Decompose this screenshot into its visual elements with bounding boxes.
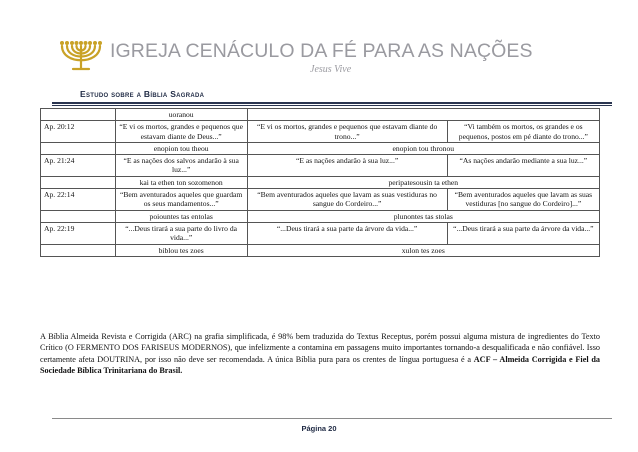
empty-ref-cell (41, 210, 116, 222)
greek-original-cell: uoranou (115, 109, 247, 121)
greek-original-cell: poiountes tas entolas (115, 210, 247, 222)
verse-reference: Ap. 21:24 (41, 155, 116, 177)
version-text-2: “E as nações andarão à sua luz...” (247, 155, 447, 177)
verse-row (41, 222, 600, 244)
version-text-3: “Vi também os mortos, os grandes e os pequenos, postos em pé diante do trono...” (447, 121, 599, 143)
version-text-3: “Bem aventurados aqueles que lavam as suas vestiduras [no sangue do Cordeiro]...” (447, 189, 599, 211)
verse-row (41, 121, 600, 143)
section-divider-thin (52, 105, 612, 106)
body-paragraph (40, 331, 600, 376)
empty-ref-cell (41, 244, 116, 256)
greek-original-cell: enopion tou theou (115, 142, 247, 154)
verse-reference: Ap. 20:12 (41, 121, 116, 143)
section-divider (52, 102, 612, 104)
greek-original-cell: kai ta ethen ton sozomenon (115, 176, 247, 188)
verse-reference: Ap. 22:19 (41, 222, 116, 244)
empty-ref-cell (41, 142, 116, 154)
footer-divider (52, 418, 612, 419)
page-number: Página 20 (301, 424, 337, 433)
verse-row (41, 155, 600, 177)
greek-row (41, 176, 600, 188)
tagline: Jesus Vive (310, 64, 352, 75)
greek-row (41, 210, 600, 222)
paragraph-text: A Bíblia Almeida Revista e Corrigida (ARC) na grafia simplificada, é 98% bem traduzida do Textus Receptus, porém possui alguma mistura de ingredientes do Texto Crítico (O FERMENTO DOS FARISEUS MODERNOS), que infelizmente a contamina em passagens muito importantes tornando-a desqualificada e não confiável. Isso certamente afeta DOUTRINA, por isso não deve ser recomendada. A única Bíblia pura para os crentes de língua portuguesa é a (40, 332, 600, 364)
empty-ref-cell (41, 109, 116, 121)
section-title: Estudo sobre a Bíblia Sagrada (80, 89, 205, 99)
greek-row (41, 109, 600, 121)
version-text-2: “...Deus tirará a sua parte da árvore da vida...” (247, 222, 447, 244)
greek-critical-cell (247, 109, 599, 121)
greek-critical-cell: peripatesousin ta ethen (247, 176, 599, 188)
version-text-1: “E vi os mortos, grandes e pequenos que estavam diante de Deus...” (115, 121, 247, 143)
church-name: IGREJA CENÁCULO DA FÉ PARA AS NAÇÕES (110, 40, 533, 62)
greek-critical-cell: enopion tou thronou (247, 142, 599, 154)
version-text-1: “E as nações dos salvos andarão à sua luz...” (115, 155, 247, 177)
greek-critical-cell: plunontes tas stolas (247, 210, 599, 222)
version-text-2: “E vi os mortos, grandes e pequenos que estavam diante do trono...” (247, 121, 447, 143)
version-text-1: “...Deus tirará a sua parte do livro da vida...” (115, 222, 247, 244)
greek-critical-cell: xulon tes zoes (247, 244, 599, 256)
greek-original-cell: biblou tes zoes (115, 244, 247, 256)
version-text-1: “Bem aventurados aqueles que guardam os seus mandamentos...” (115, 189, 247, 211)
verse-reference: Ap. 22:14 (41, 189, 116, 211)
verse-row (41, 189, 600, 211)
version-text-3: “...Deus tirará a sua parte da árvore da vida...” (447, 222, 599, 244)
paragraph-bold: ACF – Almeida Corrigida e Fiel da Sociedade Bíblica Trinitariana do Brasil. (40, 354, 601, 375)
comparison-table (40, 108, 600, 257)
menorah-icon (58, 38, 104, 72)
empty-ref-cell (41, 176, 116, 188)
version-text-3: “As nações andarão mediante a sua luz...” (447, 155, 599, 177)
version-text-2: “Bem aventurados aqueles que lavam as suas vestiduras no sangue do Cordeiro...” (247, 189, 447, 211)
greek-row (41, 244, 600, 256)
greek-row (41, 142, 600, 154)
